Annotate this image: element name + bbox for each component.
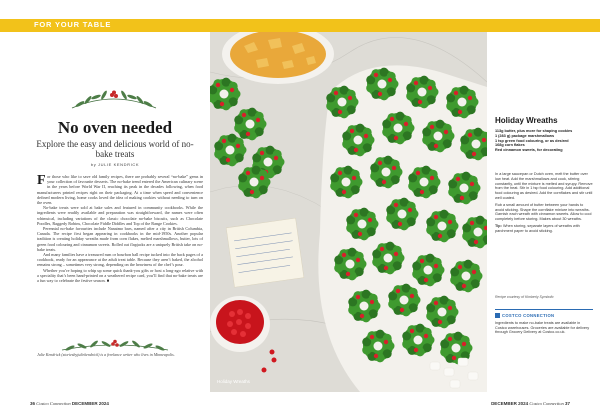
article-byline: by JULIE KENDRICK (90, 162, 140, 167)
section-label: FOR YOUR TABLE (34, 20, 112, 29)
wreaths-illustration (210, 32, 487, 392)
holly-sprig-decoration (68, 86, 160, 116)
body-paragraph: And many families have a treasured rum or bourbon ball recipe tucked into the back pages of a cookbook, ready for an appearance at the adult treat table. Because they aren’t baked, the alcohol remains strong – sometimes very strong, depending on the heaviness of the chef’s pour. (37, 252, 203, 268)
photo-caption: Holiday Wreaths (217, 379, 250, 384)
brand-left: Costco Connection (36, 401, 71, 406)
recipe-step: Rub a small amount of butter between your hands to avoid sticking. Shape the cornflake mixture into wreaths. Garnish each wreath with cinnamon sweets. Allow to cool completely before storing. Makes about 30 wreaths. (495, 202, 592, 222)
ingredient-list (495, 129, 593, 153)
recipe-card-image (226, 218, 304, 287)
section-banner (0, 19, 600, 32)
author-note: Julie Kendrick (storiesbyjuliekendrick) is a freelance writer who lives in Minneapolis. (37, 352, 175, 357)
ingredient-item: 113g butter, plus more for shaping cookies (495, 129, 573, 133)
article-dek: Explore the easy and delicious world of no-bake treats (36, 139, 194, 159)
footer-left (30, 401, 109, 406)
costco-connection-box (495, 309, 593, 357)
ingredient-item: Red cinnamon sweets, for decorating (495, 148, 563, 153)
ingredient-item: 168g corn flakes (495, 143, 525, 148)
page-number-right: 37 (564, 401, 570, 406)
brand-right: Costco Connection (529, 401, 564, 406)
body-paragraph: For those who like to save old family recipes, there are probably several “no-bake” gems in your collection of favourite desserts. The no-bake trend entered the American culinary scene in the years before World War II, reaching its peak in the decades following, when food manufacturers printed recipes right on their packaging. At a time when speed and convenience defined modern living, home cooks loved the idea of making cookies without needing to turn on the oven. (37, 172, 203, 206)
article-body (37, 174, 203, 283)
recipe-credit: Recipe courtesy of Kimberly Symbolic (495, 295, 554, 299)
issue-date-left: DECEMBER 2024 (71, 401, 109, 406)
page-number-left: 36 (30, 401, 36, 406)
drop-cap: F (37, 172, 46, 188)
ingredient-item: 1 tsp green food colouring, or as desired (495, 138, 569, 143)
recipe-steps (495, 172, 593, 236)
body-paragraph: Perennial no-bake favourites include Nanaimo bars, named after a city in British Columbia, Canada. The recipe first began appearing in cookbooks in the mid-1950s. Another popular tradition is creating holiday wreaths made from corn flakes, melted marshmallows, butter, lots of green food colouring and cinnamon sweets. Rolled oat flapjacks are a uniquely British take on no-bake treats. (37, 226, 203, 252)
recipe-sidebar (487, 32, 600, 392)
connection-body: Ingredients to make no-bake treats are available in Costco warehouses. Groceries are available for delivery through Grocery Delivery at Costco.co.uk. (495, 321, 590, 335)
footer-right (491, 401, 570, 406)
wreaths-photo (210, 32, 487, 392)
recipe-title: Holiday Wreaths (495, 116, 558, 125)
article-headline: No oven needed (57, 118, 173, 137)
body-paragraph: Whether you’re hoping to whip up some quick thank-you gifts or host a long-ago relative with a speciality that’s been hand-printed on a weathered recipe card, you’ll find that no-bake treats are a fun way to celebrate the festive season. ■ (37, 267, 203, 284)
body-paragraph: No-bake treats were sold at bake sales and featured in community cookbooks. While the ingredients were readily available and preparation was straightforward, the names were often whimsical, including variations of the classic chocolate no-bake biscuits, such as Chocolate Poodles, Raggedy Robins, Chocolate Fiddle Diddles and Top of the Range Cookies. (37, 205, 203, 226)
connection-logo-icon (495, 313, 500, 318)
issue-date-right: DECEMBER 2024 (491, 401, 529, 406)
ingredient-item: 1 (283 g) package marshmallows (495, 133, 555, 138)
recipe-tip: Tip: When storing, separate layers of wreaths with parchment paper to avoid sticking. (495, 223, 580, 233)
connection-heading: COSTCO CONNECTION (495, 313, 554, 318)
recipe-step: In a large saucepan or Dutch oven, melt the butter over low heat. Add the marshmallows and cook, stirring constantly, until the mixture is melted and syrupy. Remove from the heat. Stir in 1 tsp food colouring. Add additional food colouring as desired. Add the cornflakes and stir until well coated. (495, 172, 593, 200)
